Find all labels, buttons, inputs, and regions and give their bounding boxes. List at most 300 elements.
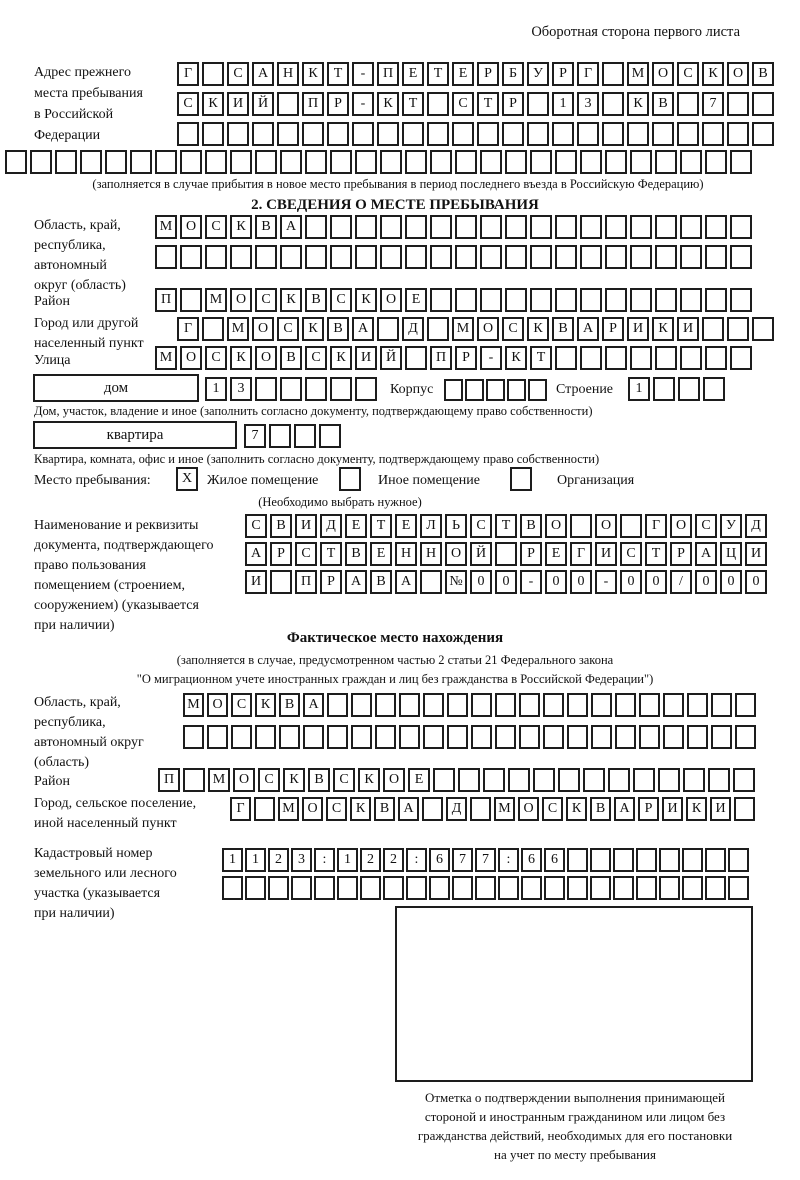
raion-row[interactable] (155, 288, 752, 312)
char-box[interactable]: А (398, 797, 419, 821)
char-box[interactable] (480, 245, 502, 269)
char-box[interactable] (663, 725, 684, 749)
char-box[interactable] (375, 725, 396, 749)
char-box[interactable]: О (545, 514, 567, 538)
char-box[interactable]: Р (552, 62, 574, 86)
char-box[interactable] (254, 797, 275, 821)
char-box[interactable]: В (552, 317, 574, 341)
char-box[interactable] (577, 122, 599, 146)
char-box[interactable]: С (177, 92, 199, 116)
char-box[interactable]: Р (320, 570, 342, 594)
char-box[interactable]: О (180, 215, 202, 239)
char-box[interactable] (327, 725, 348, 749)
char-box[interactable]: К (283, 768, 305, 792)
char-box[interactable] (480, 288, 502, 312)
char-box[interactable] (470, 797, 491, 821)
char-box[interactable] (498, 876, 519, 900)
char-box[interactable] (527, 122, 549, 146)
char-box[interactable] (405, 346, 427, 370)
char-box[interactable]: Е (370, 542, 392, 566)
char-box[interactable] (230, 150, 252, 174)
char-box[interactable]: С (245, 514, 267, 538)
char-box[interactable]: К (350, 797, 371, 821)
char-box[interactable]: 0 (545, 570, 567, 594)
char-box[interactable]: Т (477, 92, 499, 116)
char-box[interactable] (730, 346, 752, 370)
char-box[interactable]: А (280, 215, 302, 239)
char-box[interactable]: Т (427, 62, 449, 86)
char-box[interactable] (730, 245, 752, 269)
char-box[interactable] (380, 245, 402, 269)
char-box[interactable]: Р (670, 542, 692, 566)
char-box[interactable] (303, 725, 324, 749)
dom-number-row[interactable] (205, 377, 377, 401)
char-box[interactable] (677, 122, 699, 146)
char-box[interactable]: Т (370, 514, 392, 538)
char-box[interactable] (663, 693, 684, 717)
char-box[interactable]: Н (277, 62, 299, 86)
char-box[interactable] (636, 848, 657, 872)
char-box[interactable]: С (542, 797, 563, 821)
actual-gorod-row[interactable] (230, 797, 755, 821)
char-box[interactable]: И (595, 542, 617, 566)
char-box[interactable] (360, 876, 381, 900)
char-box[interactable]: К (255, 693, 276, 717)
char-box[interactable] (705, 150, 727, 174)
char-box[interactable] (552, 122, 574, 146)
char-box[interactable] (255, 245, 277, 269)
char-box[interactable]: 1 (552, 92, 574, 116)
char-box[interactable] (375, 693, 396, 717)
char-box[interactable] (680, 288, 702, 312)
char-box[interactable] (430, 150, 452, 174)
char-box[interactable]: И (662, 797, 683, 821)
char-box[interactable] (655, 150, 677, 174)
char-box[interactable] (711, 725, 732, 749)
char-box[interactable]: В (327, 317, 349, 341)
char-box[interactable] (567, 876, 588, 900)
char-box[interactable] (652, 122, 674, 146)
char-box[interactable]: X (176, 467, 198, 491)
char-box[interactable]: Р (502, 92, 524, 116)
char-box[interactable]: Т (327, 62, 349, 86)
char-box[interactable]: - (595, 570, 617, 594)
char-box[interactable] (728, 876, 749, 900)
char-box[interactable]: Б (502, 62, 524, 86)
char-box[interactable] (567, 725, 588, 749)
char-box[interactable]: Г (177, 62, 199, 86)
char-box[interactable]: А (614, 797, 635, 821)
char-box[interactable] (155, 150, 177, 174)
char-box[interactable]: Е (345, 514, 367, 538)
char-box[interactable] (351, 693, 372, 717)
char-box[interactable] (423, 725, 444, 749)
char-box[interactable]: К (566, 797, 587, 821)
char-box[interactable] (423, 693, 444, 717)
char-box[interactable] (231, 725, 252, 749)
char-box[interactable] (702, 122, 724, 146)
char-box[interactable]: О (727, 62, 749, 86)
char-box[interactable] (302, 122, 324, 146)
cadastre-row-1[interactable] (222, 848, 749, 872)
char-box[interactable]: 7 (244, 424, 266, 448)
char-box[interactable] (399, 693, 420, 717)
char-box[interactable] (277, 122, 299, 146)
char-box[interactable] (680, 245, 702, 269)
char-box[interactable] (510, 467, 532, 491)
char-box[interactable] (183, 725, 204, 749)
prev-address-row-2[interactable] (177, 92, 774, 116)
char-box[interactable] (433, 768, 455, 792)
char-box[interactable] (458, 768, 480, 792)
char-box[interactable]: В (280, 346, 302, 370)
char-box[interactable]: : (498, 848, 519, 872)
char-box[interactable] (734, 797, 755, 821)
char-box[interactable] (207, 725, 228, 749)
char-box[interactable]: К (355, 288, 377, 312)
char-box[interactable] (377, 317, 399, 341)
char-box[interactable] (602, 62, 624, 86)
char-box[interactable]: Т (495, 514, 517, 538)
char-box[interactable] (305, 245, 327, 269)
char-box[interactable]: Г (570, 542, 592, 566)
char-box[interactable] (508, 768, 530, 792)
char-box[interactable] (183, 768, 205, 792)
char-box[interactable] (202, 122, 224, 146)
char-box[interactable] (380, 215, 402, 239)
char-box[interactable] (752, 92, 774, 116)
char-box[interactable]: П (295, 570, 317, 594)
char-box[interactable] (305, 150, 327, 174)
char-box[interactable] (680, 346, 702, 370)
char-box[interactable]: С (205, 215, 227, 239)
char-box[interactable] (480, 215, 502, 239)
char-box[interactable]: Е (402, 62, 424, 86)
char-box[interactable]: И (627, 317, 649, 341)
char-box[interactable] (655, 245, 677, 269)
char-box[interactable] (658, 768, 680, 792)
char-box[interactable] (633, 768, 655, 792)
char-box[interactable] (653, 377, 675, 401)
char-box[interactable]: В (270, 514, 292, 538)
char-box[interactable]: М (278, 797, 299, 821)
char-box[interactable]: № (445, 570, 467, 594)
char-box[interactable] (455, 150, 477, 174)
char-box[interactable] (613, 848, 634, 872)
char-box[interactable]: К (686, 797, 707, 821)
char-box[interactable] (570, 514, 592, 538)
char-box[interactable] (280, 377, 302, 401)
char-box[interactable]: К (302, 62, 324, 86)
char-box[interactable] (519, 725, 540, 749)
char-box[interactable] (351, 725, 372, 749)
char-box[interactable]: 1 (245, 848, 266, 872)
char-box[interactable]: 7 (475, 848, 496, 872)
char-box[interactable] (730, 150, 752, 174)
char-box[interactable]: 2 (268, 848, 289, 872)
char-box[interactable]: Р (638, 797, 659, 821)
char-box[interactable] (683, 768, 705, 792)
char-box[interactable] (705, 215, 727, 239)
char-box[interactable]: А (395, 570, 417, 594)
char-box[interactable]: У (527, 62, 549, 86)
char-box[interactable] (380, 150, 402, 174)
char-box[interactable] (727, 317, 749, 341)
char-box[interactable]: 0 (570, 570, 592, 594)
char-box[interactable] (530, 150, 552, 174)
char-box[interactable] (455, 215, 477, 239)
char-box[interactable]: Й (380, 346, 402, 370)
char-box[interactable] (708, 768, 730, 792)
char-box[interactable]: М (494, 797, 515, 821)
char-box[interactable] (705, 346, 727, 370)
char-box[interactable] (383, 876, 404, 900)
char-box[interactable]: 3 (230, 377, 252, 401)
char-box[interactable] (255, 377, 277, 401)
char-box[interactable] (455, 245, 477, 269)
char-box[interactable] (530, 215, 552, 239)
char-box[interactable]: В (652, 92, 674, 116)
char-box[interactable] (427, 317, 449, 341)
char-box[interactable]: Р (327, 92, 349, 116)
char-box[interactable] (555, 215, 577, 239)
char-box[interactable]: О (255, 346, 277, 370)
prev-address-row-4[interactable] (5, 150, 752, 174)
char-box[interactable] (305, 377, 327, 401)
checkbox-zhiloe[interactable] (176, 467, 198, 491)
char-box[interactable] (527, 92, 549, 116)
char-box[interactable] (630, 288, 652, 312)
char-box[interactable] (475, 876, 496, 900)
char-box[interactable]: К (280, 288, 302, 312)
char-box[interactable] (5, 150, 27, 174)
char-box[interactable] (155, 245, 177, 269)
char-box[interactable] (752, 122, 774, 146)
char-box[interactable]: Е (395, 514, 417, 538)
actual-oblast-row-2[interactable] (183, 725, 756, 749)
char-box[interactable] (702, 317, 724, 341)
char-box[interactable] (430, 245, 452, 269)
char-box[interactable]: 0 (470, 570, 492, 594)
char-box[interactable] (337, 876, 358, 900)
char-box[interactable] (687, 725, 708, 749)
char-box[interactable] (605, 150, 627, 174)
char-box[interactable] (659, 876, 680, 900)
char-box[interactable] (505, 245, 527, 269)
char-box[interactable] (752, 317, 774, 341)
char-box[interactable] (555, 288, 577, 312)
char-box[interactable] (630, 245, 652, 269)
char-box[interactable]: Д (745, 514, 767, 538)
char-box[interactable] (730, 288, 752, 312)
char-box[interactable] (639, 693, 660, 717)
char-box[interactable] (580, 245, 602, 269)
char-box[interactable] (615, 725, 636, 749)
char-box[interactable] (580, 288, 602, 312)
char-box[interactable]: А (303, 693, 324, 717)
char-box[interactable]: О (302, 797, 323, 821)
char-box[interactable]: А (695, 542, 717, 566)
document-row-1[interactable] (245, 514, 767, 538)
char-box[interactable] (505, 215, 527, 239)
char-box[interactable]: Г (177, 317, 199, 341)
char-box[interactable] (355, 150, 377, 174)
char-box[interactable]: К (330, 346, 352, 370)
char-box[interactable]: 2 (383, 848, 404, 872)
char-box[interactable]: С (205, 346, 227, 370)
char-box[interactable] (105, 150, 127, 174)
char-box[interactable]: - (352, 62, 374, 86)
char-box[interactable]: С (695, 514, 717, 538)
char-box[interactable]: В (255, 215, 277, 239)
char-box[interactable]: О (383, 768, 405, 792)
char-box[interactable] (352, 122, 374, 146)
char-box[interactable] (245, 876, 266, 900)
char-box[interactable]: Й (252, 92, 274, 116)
char-box[interactable] (630, 215, 652, 239)
oblast-row-1[interactable] (155, 215, 752, 239)
char-box[interactable] (705, 245, 727, 269)
char-box[interactable]: В (279, 693, 300, 717)
char-box[interactable] (727, 122, 749, 146)
char-box[interactable]: М (155, 215, 177, 239)
char-box[interactable]: О (252, 317, 274, 341)
char-box[interactable] (555, 245, 577, 269)
char-box[interactable] (615, 693, 636, 717)
char-box[interactable] (528, 379, 547, 401)
char-box[interactable] (202, 62, 224, 86)
char-box[interactable]: Г (230, 797, 251, 821)
char-box[interactable] (543, 725, 564, 749)
char-box[interactable]: 0 (495, 570, 517, 594)
char-box[interactable] (567, 848, 588, 872)
char-box[interactable]: М (205, 288, 227, 312)
document-row-2[interactable] (245, 542, 767, 566)
char-box[interactable]: С (258, 768, 280, 792)
char-box[interactable] (580, 346, 602, 370)
char-box[interactable]: О (595, 514, 617, 538)
char-box[interactable] (602, 122, 624, 146)
char-box[interactable]: 6 (521, 848, 542, 872)
char-box[interactable]: С (255, 288, 277, 312)
char-box[interactable]: 0 (720, 570, 742, 594)
char-box[interactable] (703, 377, 725, 401)
char-box[interactable]: К (230, 346, 252, 370)
char-box[interactable]: Н (420, 542, 442, 566)
char-box[interactable] (280, 245, 302, 269)
char-box[interactable] (627, 122, 649, 146)
char-box[interactable]: В (305, 288, 327, 312)
document-row-3[interactable] (245, 570, 767, 594)
char-box[interactable]: С (231, 693, 252, 717)
char-box[interactable] (583, 768, 605, 792)
char-box[interactable]: 2 (360, 848, 381, 872)
char-box[interactable] (222, 876, 243, 900)
char-box[interactable] (591, 693, 612, 717)
char-box[interactable] (422, 797, 443, 821)
char-box[interactable]: 0 (620, 570, 642, 594)
char-box[interactable] (544, 876, 565, 900)
char-box[interactable] (405, 245, 427, 269)
char-box[interactable] (705, 876, 726, 900)
char-box[interactable]: П (155, 288, 177, 312)
char-box[interactable] (533, 768, 555, 792)
char-box[interactable]: М (183, 693, 204, 717)
char-box[interactable]: Р (602, 317, 624, 341)
char-box[interactable] (495, 693, 516, 717)
char-box[interactable]: А (245, 542, 267, 566)
checkbox-organizatsiya[interactable] (510, 467, 532, 491)
char-box[interactable]: К (527, 317, 549, 341)
cadastre-row-2[interactable] (222, 876, 749, 900)
char-box[interactable] (530, 288, 552, 312)
char-box[interactable]: О (380, 288, 402, 312)
char-box[interactable] (530, 245, 552, 269)
char-box[interactable]: 0 (745, 570, 767, 594)
char-box[interactable]: Т (320, 542, 342, 566)
char-box[interactable] (355, 377, 377, 401)
char-box[interactable] (591, 725, 612, 749)
char-box[interactable]: О (233, 768, 255, 792)
char-box[interactable] (659, 848, 680, 872)
prev-address-row-1[interactable] (177, 62, 774, 86)
char-box[interactable] (580, 150, 602, 174)
char-box[interactable]: С (277, 317, 299, 341)
char-box[interactable] (420, 570, 442, 594)
char-box[interactable] (620, 514, 642, 538)
ulitsa-row[interactable] (155, 346, 752, 370)
char-box[interactable] (314, 876, 335, 900)
char-box[interactable] (735, 725, 756, 749)
char-box[interactable]: С (330, 288, 352, 312)
char-box[interactable]: О (230, 288, 252, 312)
char-box[interactable] (270, 570, 292, 594)
char-box[interactable]: О (652, 62, 674, 86)
char-box[interactable] (655, 215, 677, 239)
char-box[interactable]: Ь (445, 514, 467, 538)
char-box[interactable]: К (302, 317, 324, 341)
char-box[interactable] (677, 92, 699, 116)
char-box[interactable]: О (518, 797, 539, 821)
char-box[interactable]: К (505, 346, 527, 370)
char-box[interactable]: П (430, 346, 452, 370)
char-box[interactable]: П (302, 92, 324, 116)
char-box[interactable] (705, 288, 727, 312)
char-box[interactable]: 7 (702, 92, 724, 116)
char-box[interactable]: А (352, 317, 374, 341)
char-box[interactable] (680, 150, 702, 174)
char-box[interactable]: 6 (544, 848, 565, 872)
char-box[interactable]: С (227, 62, 249, 86)
char-box[interactable] (294, 424, 316, 448)
char-box[interactable] (402, 122, 424, 146)
char-box[interactable] (255, 725, 276, 749)
char-box[interactable]: 0 (645, 570, 667, 594)
char-box[interactable]: О (445, 542, 467, 566)
char-box[interactable] (519, 693, 540, 717)
char-box[interactable]: М (227, 317, 249, 341)
char-box[interactable] (605, 288, 627, 312)
char-box[interactable]: Д (320, 514, 342, 538)
char-box[interactable]: Р (520, 542, 542, 566)
char-box[interactable]: К (202, 92, 224, 116)
stroenie-row[interactable] (628, 377, 725, 401)
char-box[interactable]: А (345, 570, 367, 594)
char-box[interactable] (613, 876, 634, 900)
char-box[interactable] (280, 150, 302, 174)
char-box[interactable] (330, 377, 352, 401)
actual-oblast-row-1[interactable] (183, 693, 756, 717)
